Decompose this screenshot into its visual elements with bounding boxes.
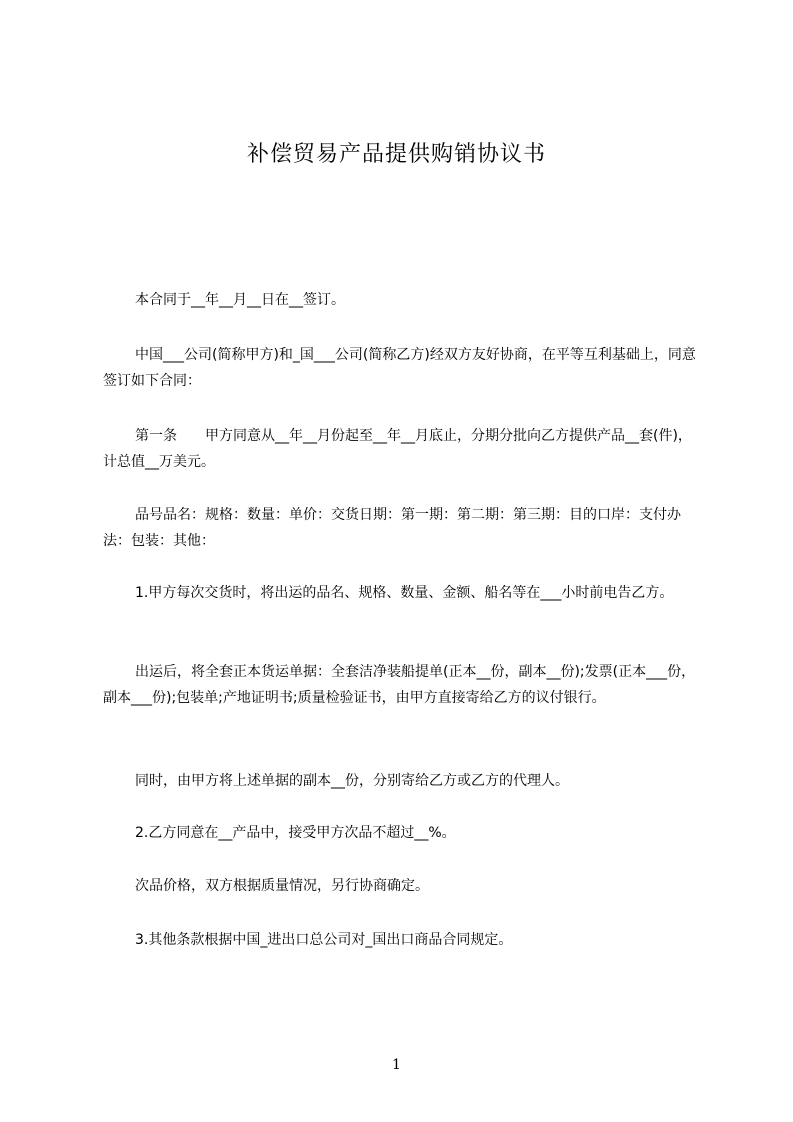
paragraph-clause-3: 3.其他条款根据中国_进出口总公司对_国出口商品合同规定。 <box>135 932 513 948</box>
paragraph-shipping-documents: 出运后，将全套正本货运单据：全套洁净装船提单(正本__份，副本__份);发票(正本___份，副本___份);包装单;产地证明书;质量检验证书，由甲方直接寄给乙方的议付银行。 <box>103 664 696 706</box>
paragraph-article-one: 第一条 甲方同意从__年__月份起至__年__月底止，分期分批向乙方提供产品__套(件)，计总值__万美元。 <box>103 428 692 470</box>
paragraph-parties: 中国___公司(简称甲方)和_国___公司(简称乙方)经双方友好协商，在平等互利基础上，同意签订如下合同： <box>103 347 696 389</box>
paragraph-product-fields: 品号品名：规格：数量：单价：交货日期：第一期：第二期：第三期：目的口岸：支付办法：包装：其他： <box>103 507 681 549</box>
document-title: 补偿贸易产品提供购销协议书 <box>246 142 546 167</box>
paragraph-defect-price: 次品价格，双方根据质量情况，另行协商确定。 <box>135 878 429 894</box>
paragraph-copies: 同时，由甲方将上述单据的副本__份，分别寄给乙方或乙方的代理人。 <box>135 773 569 789</box>
paragraph-clause-2: 2.乙方同意在__产品中，接受甲方次品不超过__%。 <box>135 825 456 841</box>
paragraph-clause-1: 1.甲方每次交货时，将出运的品名、规格、数量、金额、船名等在___小时前电告乙方。 <box>135 585 674 601</box>
paragraph-signing-date: 本合同于__年__月__日在__签订。 <box>135 292 345 308</box>
page-number: 1 <box>392 1057 401 1073</box>
